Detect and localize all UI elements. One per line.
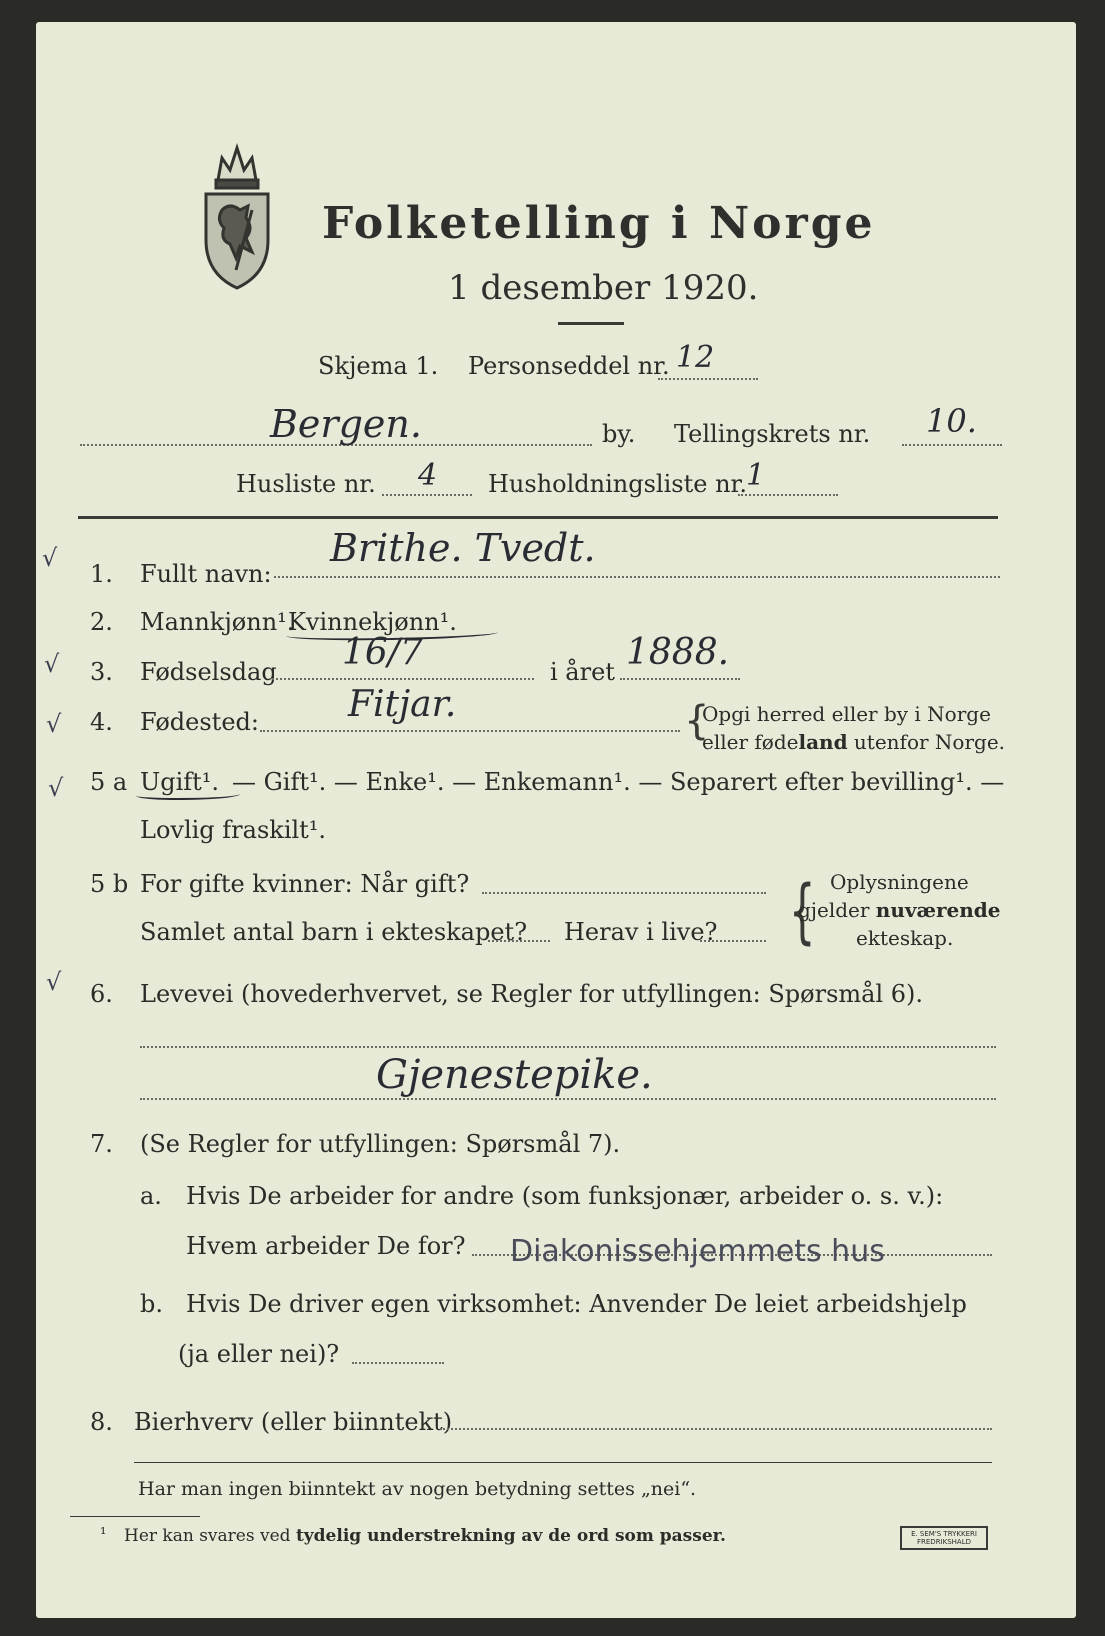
q5a-options: — Gift¹. — Enke¹. — Enkemann¹. — Separert efter bevilling¹. — <box>232 768 1005 796</box>
q7b-label-2: (ja eller nei)? <box>178 1340 340 1368</box>
q5b-label: For gifte kvinner: Når gift? <box>140 870 470 898</box>
footnote-text: Her kan svares ved tydelig understrekning av de ord som passer. <box>124 1526 726 1546</box>
q4-line <box>260 730 680 732</box>
q8-label: Bierhverv (eller biinntekt) <box>134 1408 453 1436</box>
q5b-label-3: Herav i live? <box>564 918 718 946</box>
q6-line-1 <box>140 1046 996 1048</box>
q1-label: Fullt navn: <box>140 560 272 588</box>
q5b-note-2: gjelder nuværende <box>798 898 1001 922</box>
personseddel-label: Personseddel nr. <box>468 352 670 380</box>
q3-year-line <box>620 678 740 680</box>
q4-number: 4. <box>90 708 113 736</box>
husliste-value: 4 <box>418 458 438 493</box>
husliste-line <box>382 494 472 496</box>
margin-tick-5: √ <box>46 968 62 996</box>
q2-number: 2. <box>90 608 113 636</box>
q5a-ugift: Ugift¹. <box>140 768 220 796</box>
footnote-rule <box>70 1516 200 1517</box>
tellingskrets-value: 10. <box>926 402 977 440</box>
q5b-line-2 <box>488 940 550 942</box>
q7b-line <box>352 1362 444 1364</box>
q6-line-2 <box>140 1098 996 1100</box>
q4-brace: { <box>684 698 710 744</box>
q5b-brace: { <box>788 870 816 952</box>
q2-label-kvinne: Kvinnekjønn¹. <box>288 608 457 636</box>
margin-tick-3: √ <box>46 710 62 738</box>
personseddel-line <box>658 378 758 380</box>
q5b-line-1 <box>482 892 766 894</box>
q3-year-label: i året <box>550 658 615 686</box>
q6-value: Gjenestepike. <box>376 1052 653 1098</box>
husholdning-line <box>738 494 838 496</box>
skjema-label: Skjema 1. <box>318 352 439 380</box>
footer-top-rule <box>134 1462 992 1463</box>
q5a-number: 5 a <box>90 768 128 796</box>
printer-mark: E. SEM'S TRYKKERI FREDRIKSHALD <box>900 1526 988 1550</box>
q4-note-1: Opgi herred eller by i Norge <box>702 702 991 726</box>
page-subtitle: 1 desember 1920. <box>448 268 759 308</box>
q7-number: 7. <box>90 1130 113 1158</box>
q5a-line2: Lovlig fraskilt¹. <box>140 816 327 844</box>
q5a-underline-mark <box>136 790 240 800</box>
q3-value: 16/7 <box>342 632 423 673</box>
husholdning-value: 1 <box>746 458 766 493</box>
q7-label: (Se Regler for utfyllingen: Spørsmål 7). <box>140 1130 621 1158</box>
q1-number: 1. <box>90 560 113 588</box>
q1-line <box>274 576 1000 578</box>
q3-label: Fødselsdag <box>140 658 277 686</box>
q1-value: Brithe. Tvedt. <box>330 526 596 570</box>
margin-tick-2: √ <box>44 650 60 678</box>
q5b-note-3: ekteskap. <box>856 926 954 950</box>
q7a-label-2: Hvem arbeider De for? <box>186 1232 466 1260</box>
tellingskrets-line <box>902 444 1002 446</box>
q7a-label: Hvis De arbeider for andre (som funksjonær, arbeider o. s. v.): <box>186 1182 944 1210</box>
personseddel-value: 12 <box>676 340 715 375</box>
footnote-mark: ¹ <box>100 1524 107 1543</box>
q3-line <box>272 678 534 680</box>
census-form <box>36 22 1076 1618</box>
q2-label-mann: Mannkjønn¹. <box>140 608 295 636</box>
q6-number: 6. <box>90 980 113 1008</box>
q3-number: 3. <box>90 658 113 686</box>
q7a-stamp-value: Diakonissehjemmets hus <box>510 1234 885 1269</box>
header-rule <box>78 516 998 519</box>
q4-value: Fitjar. <box>348 684 457 725</box>
norway-lion-shield-icon <box>196 140 278 292</box>
q3-year-value: 1888. <box>626 632 730 673</box>
q5b-label-2: Samlet antal barn i ekteskapet? <box>140 918 528 946</box>
q8-number: 8. <box>90 1408 113 1436</box>
tellingskrets-label: Tellingskrets nr. <box>674 420 871 448</box>
page-title: Folketelling i Norge <box>322 198 876 249</box>
q4-note-2: eller fødeland utenfor Norge. <box>702 730 1006 754</box>
husholdning-label: Husholdningsliste nr. <box>488 470 747 498</box>
margin-tick-1: √ <box>42 544 58 572</box>
husliste-label: Husliste nr. <box>236 470 376 498</box>
q6-label: Levevei (hovederhvervet, se Regler for utfyllingen: Spørsmål 6). <box>140 980 924 1008</box>
place-value: Bergen. <box>270 402 422 446</box>
q5b-number: 5 b <box>90 870 129 898</box>
margin-tick-4: √ <box>48 774 64 802</box>
by-label: by. <box>602 420 636 448</box>
q7a-letter: a. <box>140 1182 162 1210</box>
title-divider <box>558 322 624 325</box>
q4-label: Fødested: <box>140 708 259 736</box>
q7b-label: Hvis De driver egen virksomhet: Anvender De leiet arbeidshjelp <box>186 1290 967 1318</box>
q8-line <box>440 1428 992 1430</box>
footer-note: Har man ingen biinntekt av nogen betydning settes „nei“. <box>138 1478 697 1500</box>
q5b-line-3 <box>700 940 766 942</box>
q7b-letter: b. <box>140 1290 163 1318</box>
q5b-note-1: Oplysningene <box>830 870 969 894</box>
